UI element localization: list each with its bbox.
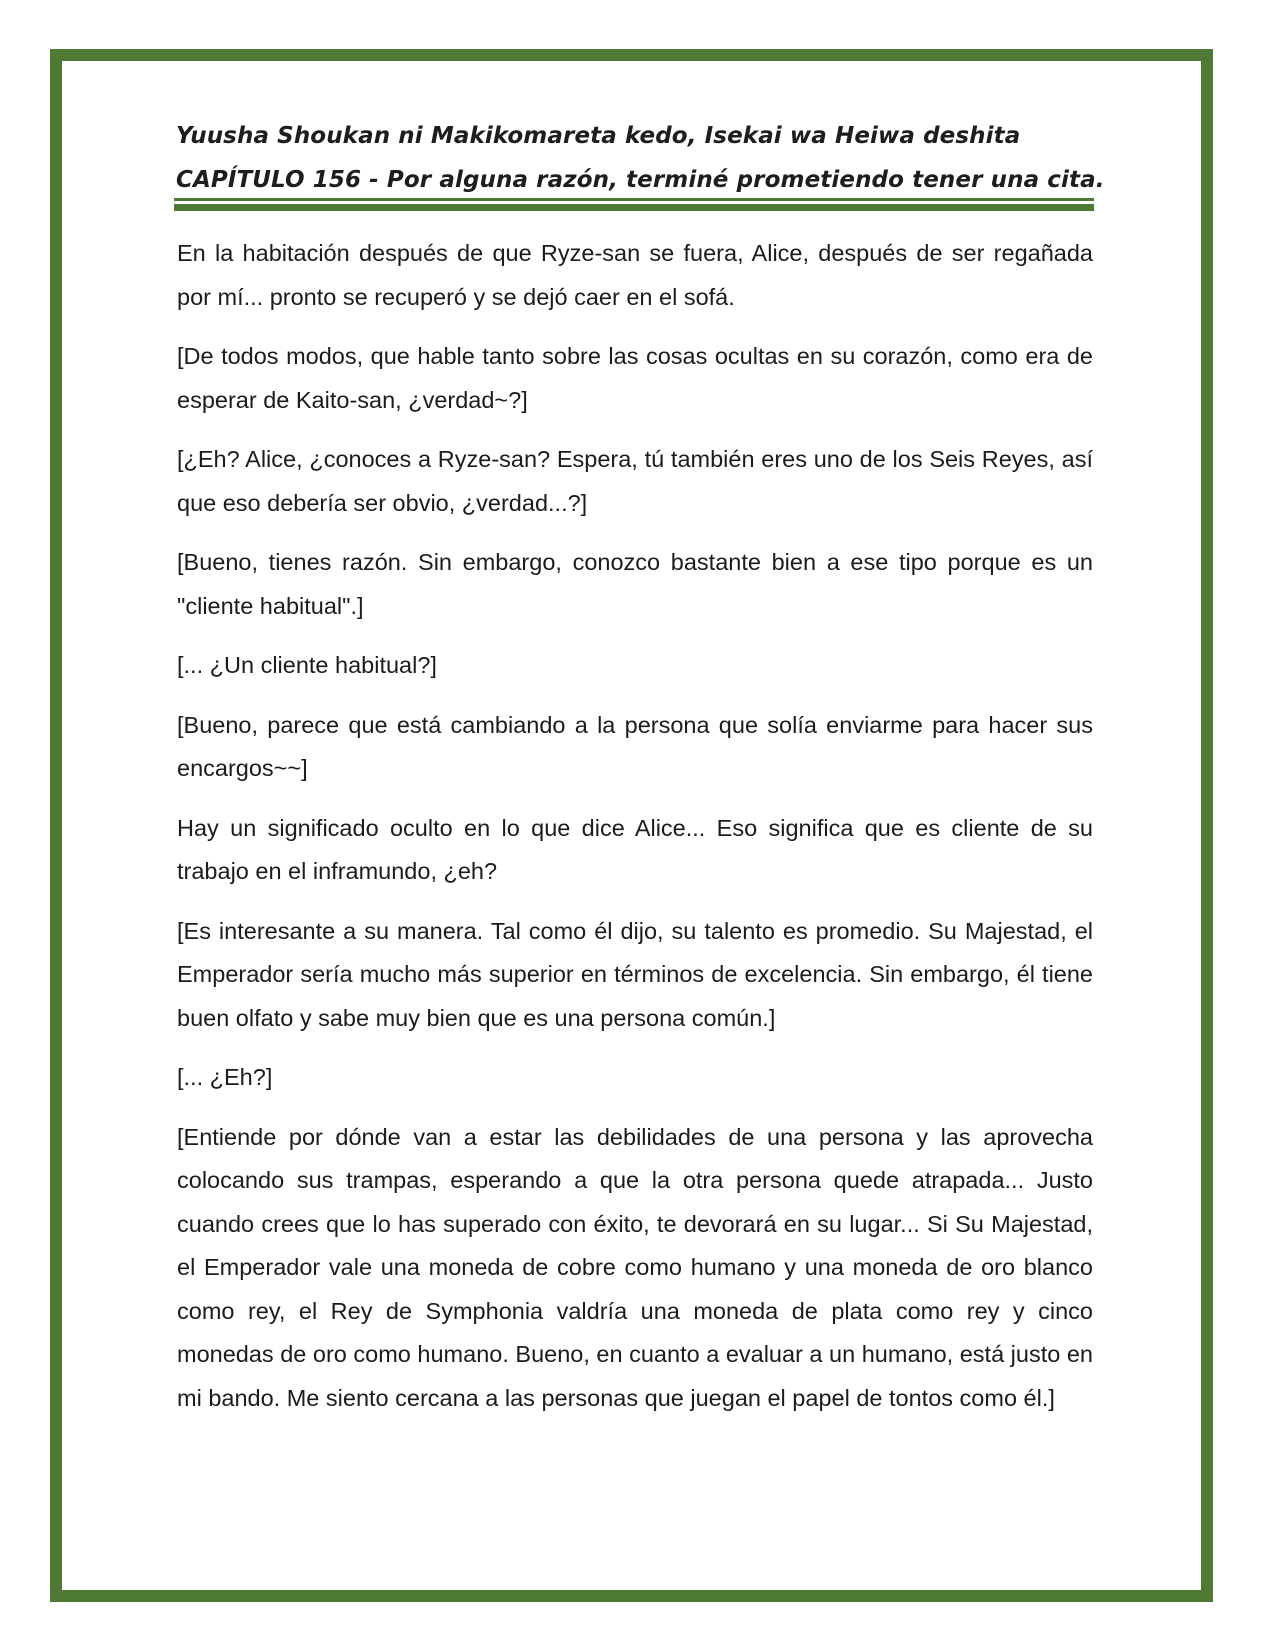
body-text <box>177 232 1093 1436</box>
header-rule-thin <box>174 198 1094 201</box>
paragraph-1: En la habitación después de que Ryze-san se fuera, Alice, después de ser regañada por mí... pronto se recuperó y se dejó caer en el sofá. <box>177 240 1093 310</box>
paragraph-2: [De todos modos, que hable tanto sobre las cosas ocultas en su corazón, como era de esperar de Kaito-san, ¿verdad~?] <box>177 343 1093 413</box>
paragraph-5: [... ¿Un cliente habitual?] <box>177 652 437 678</box>
series-title: Yuusha Shoukan ni Makikomareta kedo, Isekai wa Heiwa deshita <box>176 123 1021 149</box>
paragraph-3: [¿Eh? Alice, ¿conoces a Ryze-san? Espera, tú también eres uno de los Seis Reyes, así que eso debería ser obvio, ¿verdad...?] <box>177 446 1093 516</box>
paragraph-6: [Bueno, parece que está cambiando a la persona que solía enviarme para hacer sus encargos~~] <box>177 711 1093 781</box>
paragraph-10: [Entiende por dónde van a estar las debilidades de una persona y las aprovecha colocando sus trampas, esperando a que la otra persona quede atrapada... Justo cuando crees que lo has superado con éxito, te devorará en su lugar... Si Su Majestad, el Emperador vale una moneda de cobre como humano y una moneda de oro blanco como rey, el Rey de Symphonia valdría una moneda de plata como rey y cinco monedas de oro como humano. Bueno, en cuanto a evaluar a un humano, está justo en mi bando. Me siento cercana a las personas que juegan el papel de tontos como él.] <box>177 1123 1093 1411</box>
header <box>176 112 1105 200</box>
header-rule-thick <box>174 204 1094 211</box>
paragraph-8: [Es interesante a su manera. Tal como él dijo, su talento es promedio. Su Majestad, el Emperador sería mucho más superior en términos de excelencia. Sin embargo, él tiene buen olfato y sabe muy bien que es una persona común.] <box>177 917 1093 1031</box>
paragraph-7: Hay un significado oculto en lo que dice Alice... Eso significa que es cliente de su trabajo en el inframundo, ¿eh? <box>177 814 1093 884</box>
chapter-title: CAPÍTULO 156 - Por alguna razón, terminé prometiendo tener una cita. <box>176 167 1105 193</box>
paragraph-4: [Bueno, tienes razón. Sin embargo, conozco bastante bien a ese tipo porque es un "cliente habitual".] <box>177 549 1093 619</box>
paragraph-9: [... ¿Eh?] <box>177 1064 273 1090</box>
